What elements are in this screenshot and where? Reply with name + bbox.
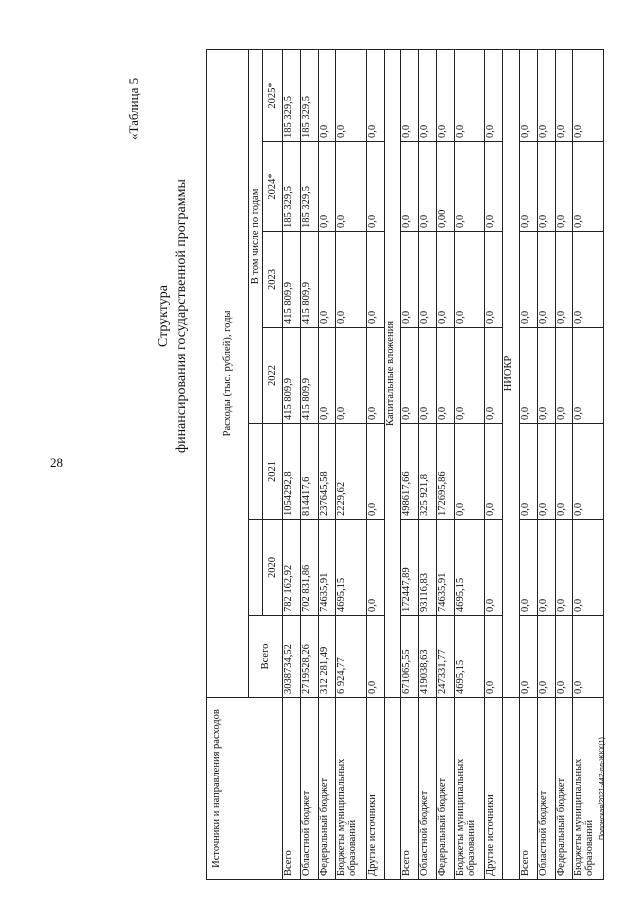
year-value-cell: 185 329,5 <box>300 49 318 141</box>
table-row <box>519 49 537 879</box>
year-header: 2025* <box>263 49 283 141</box>
year-value-cell: 0,0 <box>555 328 573 424</box>
table-row <box>537 49 555 879</box>
year-value-cell: 1054292,8 <box>283 424 301 520</box>
year-value-cell: 0,0 <box>573 520 604 616</box>
footer-document-code: Полонская/2021-442-пл-ЖКХ(1) <box>599 737 606 840</box>
year-value-cell: 0,0 <box>419 49 437 141</box>
year-value-cell: 0,0 <box>419 142 437 232</box>
table-row <box>485 49 503 879</box>
table-row <box>454 49 485 879</box>
year-value-cell: 0,0 <box>336 232 367 328</box>
total-value-cell: 312 281,49 <box>318 616 336 698</box>
year-value-cell: 0,0 <box>367 49 385 141</box>
year-value-cell: 0,0 <box>485 49 503 141</box>
total-value-cell: 671065,55 <box>401 616 419 698</box>
year-value-cell: 415 809,9 <box>283 232 301 328</box>
year-value-cell: 0,0 <box>318 328 336 424</box>
year-value-cell: 0,0 <box>519 142 537 232</box>
year-value-cell: 4695,15 <box>336 520 367 616</box>
year-value-cell: 0,0 <box>537 49 555 141</box>
total-value-cell: 0,0 <box>485 616 503 698</box>
year-value-cell: 237645,58 <box>318 424 336 520</box>
table-row <box>318 49 336 879</box>
year-value-cell: 0,0 <box>555 520 573 616</box>
year-value-cell: 0,0 <box>454 49 485 141</box>
section-title: НИОКР <box>503 49 520 697</box>
row-label: Другие источники <box>367 698 385 880</box>
year-value-cell: 814417,6 <box>300 424 318 520</box>
year-value-cell: 0,0 <box>336 142 367 232</box>
year-value-cell: 185 329,5 <box>283 142 301 232</box>
year-value-cell: 0,0 <box>437 232 455 328</box>
row-label: Всего <box>519 698 537 880</box>
year-value-cell: 0,0 <box>519 520 537 616</box>
total-value-cell: 0,0 <box>537 616 555 698</box>
year-value-cell: 0,0 <box>485 424 503 520</box>
year-value-cell: 0,0 <box>573 424 604 520</box>
year-value-cell: 0,0 <box>454 232 485 328</box>
year-value-cell: 0,0 <box>318 142 336 232</box>
table-row <box>401 49 419 879</box>
row-label: Бюджеты муниципальных образований <box>454 698 485 880</box>
table-row <box>367 49 385 879</box>
total-value-cell: 2719528,26 <box>300 616 318 698</box>
year-value-cell: 0,0 <box>573 232 604 328</box>
year-value-cell: 0,0 <box>537 424 555 520</box>
total-value-cell: 0,0 <box>573 616 604 698</box>
year-value-cell: 415 809,9 <box>300 232 318 328</box>
row-label: Всего <box>401 698 419 880</box>
page-number: 28 <box>50 455 63 470</box>
row-label: Бюджеты муниципальных образований <box>573 698 604 880</box>
year-value-cell: 2229,62 <box>336 424 367 520</box>
year-value-cell: 325 921,8 <box>419 424 437 520</box>
year-value-cell: 0,0 <box>367 328 385 424</box>
year-value-cell: 0,0 <box>519 328 537 424</box>
year-value-cell: 172695,86 <box>437 424 455 520</box>
year-value-cell: 185 329,5 <box>283 49 301 141</box>
total-value-cell: 247331,77 <box>437 616 455 698</box>
year-value-cell: 0,0 <box>318 232 336 328</box>
year-value-cell: 0,0 <box>537 142 555 232</box>
year-value-cell: 0,0 <box>573 328 604 424</box>
year-value-cell: 0,0 <box>485 328 503 424</box>
year-header: 2021 <box>263 424 283 520</box>
year-value-cell: 0,0 <box>367 520 385 616</box>
row-label: Областной бюджет <box>300 698 318 880</box>
year-value-cell: 0,0 <box>519 49 537 141</box>
row-label: Федеральный бюджет <box>318 698 336 880</box>
total-value-cell: 4695,15 <box>454 616 485 698</box>
year-value-cell: 0,0 <box>437 328 455 424</box>
table-row <box>336 49 367 879</box>
year-value-cell: 702 831,86 <box>300 520 318 616</box>
year-value-cell: 0,0 <box>401 232 419 328</box>
empty-header-cell <box>249 520 263 616</box>
table-row <box>437 49 455 879</box>
row-label: Всего <box>283 698 301 880</box>
row-label: Областной бюджет <box>419 698 437 880</box>
table-row <box>555 49 573 879</box>
total-value-cell: 0,0 <box>519 616 537 698</box>
total-column-header: Всего <box>249 616 283 698</box>
year-value-cell: 0,0 <box>519 424 537 520</box>
title-line-2: финансирования государственной программы <box>174 179 189 453</box>
year-value-cell: 0,0 <box>573 142 604 232</box>
total-value-cell: 0,0 <box>367 616 385 698</box>
expenses-header: Расходы (тыс. рублей), годы <box>207 49 249 697</box>
year-value-cell: 0,0 <box>419 232 437 328</box>
year-value-cell: 93116,83 <box>419 520 437 616</box>
year-header: 2022 <box>263 328 283 424</box>
year-value-cell: 0,0 <box>401 328 419 424</box>
year-value-cell: 0,0 <box>437 49 455 141</box>
source-column-header: Источники и направления расходов <box>207 698 283 880</box>
table-row <box>283 49 301 879</box>
year-value-cell: 0,0 <box>573 49 604 141</box>
section-empty-cell <box>384 698 401 880</box>
year-value-cell: 0,0 <box>485 520 503 616</box>
year-value-cell: 0,0 <box>367 232 385 328</box>
year-value-cell: 0,0 <box>555 49 573 141</box>
year-value-cell: 0,0 <box>454 424 485 520</box>
by-years-header: В том числе по годам <box>249 49 263 423</box>
table-body <box>283 49 604 879</box>
total-value-cell: 3038734,52 <box>283 616 301 698</box>
year-header: 2024* <box>263 142 283 232</box>
total-value-cell: 6 924,77 <box>336 616 367 698</box>
year-value-cell: 0,0 <box>401 142 419 232</box>
year-value-cell: 74635,91 <box>437 520 455 616</box>
year-value-cell: 0,0 <box>401 49 419 141</box>
section-header-row <box>503 49 520 879</box>
row-label: Другие источники <box>485 698 503 880</box>
financing-table-sheet <box>206 50 604 880</box>
table-row <box>300 49 318 879</box>
year-value-cell: 0,0 <box>318 49 336 141</box>
year-value-cell: 0,0 <box>555 142 573 232</box>
year-value-cell: 0,0 <box>555 232 573 328</box>
row-label: Областной бюджет <box>537 698 555 880</box>
year-value-cell: 0,0 <box>454 328 485 424</box>
year-value-cell: 0,0 <box>485 232 503 328</box>
year-value-cell: 415 809,9 <box>300 328 318 424</box>
year-value-cell: 0,0 <box>485 142 503 232</box>
year-value-cell: 4695,15 <box>454 520 485 616</box>
table-row <box>573 49 604 879</box>
year-value-cell: 0,0 <box>367 424 385 520</box>
row-label: Бюджеты муниципальных образований <box>336 698 367 880</box>
year-value-cell: 0,0 <box>419 328 437 424</box>
year-header: 2023 <box>263 232 283 328</box>
year-value-cell: 74635,91 <box>318 520 336 616</box>
row-label: Федеральный бюджет <box>555 698 573 880</box>
year-value-cell: 0,0 <box>537 328 555 424</box>
section-title: Капитальные вложения <box>384 49 401 697</box>
year-value-cell: 0,0 <box>537 232 555 328</box>
year-value-cell: 782 162,92 <box>283 520 301 616</box>
year-value-cell: 0,0 <box>367 142 385 232</box>
document-title <box>155 179 191 453</box>
year-value-cell: 0,0 <box>454 142 485 232</box>
year-value-cell: 0,0 <box>519 232 537 328</box>
title-line-1: Структура <box>156 285 171 348</box>
year-value-cell: 185 329,5 <box>300 142 318 232</box>
total-value-cell: 419038,63 <box>419 616 437 698</box>
table-caption: «Таблица 5 <box>126 77 141 140</box>
year-value-cell: 172447,89 <box>401 520 419 616</box>
year-value-cell: 498617,66 <box>401 424 419 520</box>
table-row <box>419 49 437 879</box>
year-value-cell: 0,0 <box>555 424 573 520</box>
year-value-cell: 0,0 <box>537 520 555 616</box>
section-empty-cell <box>503 698 520 880</box>
year-value-cell: 0,0 <box>336 49 367 141</box>
empty-header-cell <box>249 424 263 520</box>
year-value-cell: 0,00 <box>437 142 455 232</box>
total-value-cell: 0,0 <box>555 616 573 698</box>
section-header-row <box>384 49 401 879</box>
financing-structure-table <box>206 49 604 880</box>
row-label: Федеральный бюджет <box>437 698 455 880</box>
year-value-cell: 0,0 <box>336 328 367 424</box>
year-value-cell: 415 809,9 <box>283 328 301 424</box>
year-header: 2020 <box>263 520 283 616</box>
